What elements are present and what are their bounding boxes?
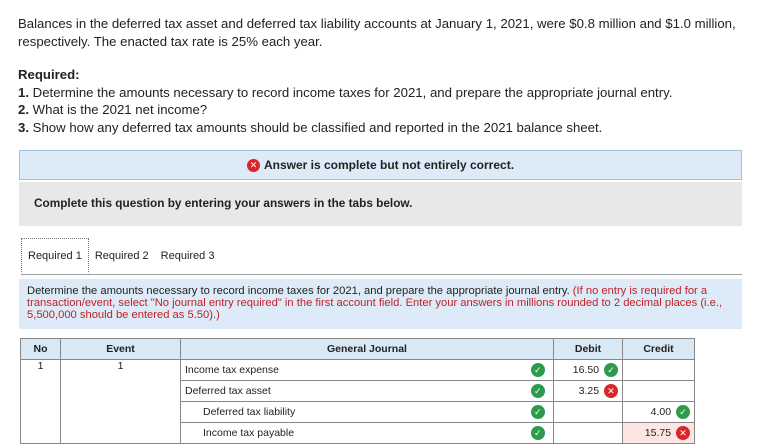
header-event: Event xyxy=(61,339,181,360)
debit-cell[interactable] xyxy=(554,423,623,444)
account-cell[interactable] xyxy=(181,402,523,423)
account-name: Deferred tax asset xyxy=(185,385,271,397)
required-item-2: 2. What is the 2021 net income? xyxy=(18,102,208,117)
row-no: 1 xyxy=(21,360,61,444)
header-debit: Debit xyxy=(554,339,623,360)
answer-status-text: Answer is complete but not entirely correct. xyxy=(263,158,515,172)
tabs-instruction xyxy=(19,182,742,226)
tab-required-1[interactable]: Required 1 xyxy=(21,238,89,274)
checkmark-icon: ✓ xyxy=(531,363,545,377)
account-cell[interactable] xyxy=(181,423,523,444)
tab-required-2[interactable]: Required 2 xyxy=(94,249,149,262)
journal-header-row xyxy=(21,339,695,360)
tab-required-3[interactable]: Required 3 xyxy=(160,249,215,262)
checkmark-icon: ✓ xyxy=(676,405,690,419)
tab-divider xyxy=(21,274,742,275)
required-tabs xyxy=(21,238,220,274)
required-heading: Required: xyxy=(18,67,80,82)
required-list xyxy=(18,66,766,136)
account-name: Income tax payable xyxy=(203,427,295,439)
credit-value: 4.00 xyxy=(650,406,672,418)
journal-table xyxy=(20,338,695,444)
account-cell[interactable] xyxy=(181,360,523,381)
debit-value: 3.25 xyxy=(578,385,600,397)
account-name: Deferred tax liability xyxy=(203,406,296,418)
account-status xyxy=(523,360,554,381)
journal-directions xyxy=(19,279,742,329)
debit-cell[interactable] xyxy=(554,402,623,423)
account-cell[interactable] xyxy=(181,381,523,402)
directions-main: Determine the amounts necessary to record income taxes for 2021, and prepare the appropriate journal entry. xyxy=(27,285,570,297)
checkmark-icon: ✓ xyxy=(604,363,618,377)
checkmark-icon: ✓ xyxy=(531,384,545,398)
required-item-1: 1. Determine the amounts necessary to record income taxes for 2021, and prepare the appropriate journal entry. xyxy=(18,84,673,100)
header-no: No xyxy=(21,339,61,360)
checkmark-icon: ✓ xyxy=(531,405,545,419)
incorrect-icon: ✕ xyxy=(604,384,618,398)
debit-cell[interactable] xyxy=(554,360,623,381)
row-event: 1 xyxy=(61,360,181,444)
incorrect-icon: ✕ xyxy=(247,159,260,172)
header-general-journal: General Journal xyxy=(181,339,554,360)
header-credit: Credit xyxy=(623,339,695,360)
required-item-3: 3. Show how any deferred tax amounts should be classified and reported in the 2021 balance sheet. xyxy=(18,119,603,135)
account-name: Income tax expense xyxy=(185,364,279,376)
problem-intro: Balances in the deferred tax asset and deferred tax liability accounts at January 1, 2021, were $0.8 million and $1.0 million, respectively. The enacted tax rate is 25% each year. xyxy=(18,16,736,49)
credit-cell[interactable] xyxy=(623,381,695,402)
directions-note: (If no entry is required for a transaction/event, select "No journal entry required" in the first account field. Enter your answers in millions rounded to 2 decimal places (i.e., 5,500,000 should be entered as 5.50).) xyxy=(27,285,723,322)
credit-cell[interactable] xyxy=(623,423,695,444)
debit-value: 16.50 xyxy=(572,364,600,376)
credit-cell[interactable] xyxy=(623,402,695,423)
tabs-instruction-text: Complete this question by entering your answers in the tabs below. xyxy=(34,196,413,210)
table-row xyxy=(21,360,695,381)
account-status xyxy=(523,423,554,444)
account-status xyxy=(523,402,554,423)
checkmark-icon: ✓ xyxy=(531,426,545,440)
credit-value: 15.75 xyxy=(644,427,672,439)
debit-cell[interactable] xyxy=(554,381,623,402)
credit-cell[interactable] xyxy=(623,360,695,381)
incorrect-icon: ✕ xyxy=(676,426,690,440)
answer-status-banner xyxy=(19,150,742,180)
account-status xyxy=(523,381,554,402)
